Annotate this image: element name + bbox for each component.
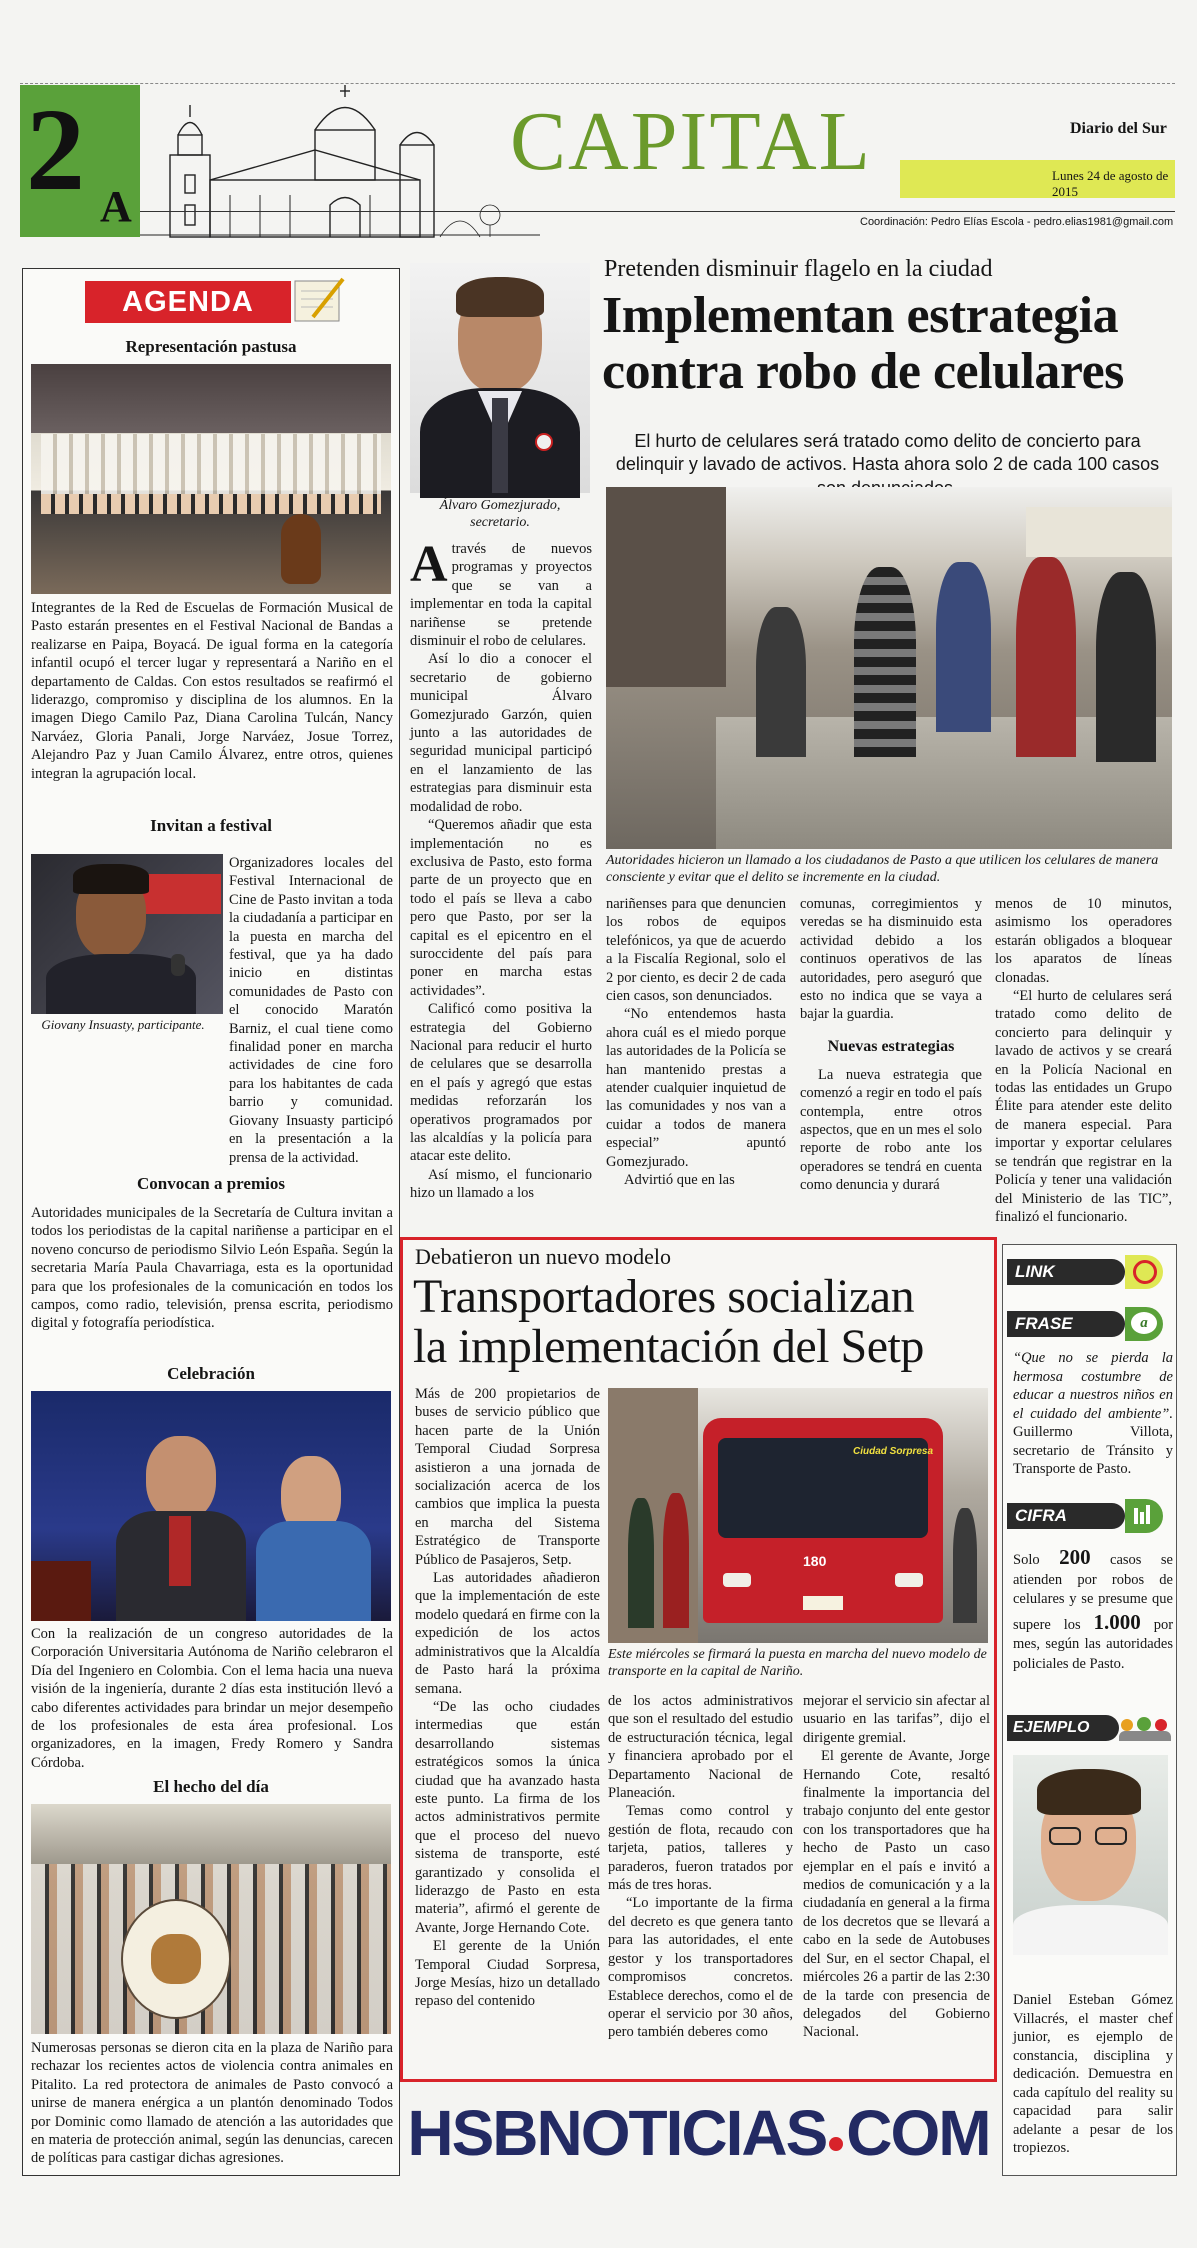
agenda-title-bar <box>85 281 291 323</box>
frase-text <box>1013 1349 1173 1479</box>
giovany-photo <box>31 854 223 1014</box>
agenda-heading-festival: Invitan a festival <box>150 816 272 835</box>
setp-headline: Transportadores socializan la implementación del Setp <box>413 1270 924 1374</box>
agenda-text-celebracion: Con la realización de un congreso autoridades de la Corporación Universitaria Autónoma de Nariño celebraron el Día del Ingeniero en Colombia. Con el lema hacia una nueva visión de la ingeniería, durante 2 días esta institución llevó a cabo diferentes actividades para brindar un mejor desempeño de los profesionales de esta área profesional. Los organizadores, en la imagen, Fredy Romero y Sandra Córdoba. <box>31 1626 393 1771</box>
celebration-photo <box>31 1391 391 1621</box>
band-photo <box>31 364 391 594</box>
agenda-text-hecho: Numerosas personas se dieron cita en la plaza de Nariño para rechazar los recientes actos de violencia contra animales en Pitalito. La red protectora de animales de Pasto convocó a unirse de manera enérgica a un plantón denominado Todos por Dominic como llamado de atención a las autoridades que en materia de protección animal, según las denuncias, carecen de políticas para castigar dichas agresiones. <box>31 2040 393 2167</box>
coordination-line: Coordinación: Pedro Elías Escola - pedro.elias1981@gmail.com <box>860 216 1174 228</box>
ejemplo-label: EJEMPLO <box>1013 1719 1090 1736</box>
agenda-heading-hecho: El hecho del día <box>153 1777 269 1796</box>
cifra-number-2: 1.000 <box>1093 1609 1141 1634</box>
sidebar-box <box>1002 1244 1177 2176</box>
agenda-heading-celebracion: Celebración <box>167 1364 255 1383</box>
section-title: CAPITAL <box>510 95 872 188</box>
ad-dot <box>829 2137 843 2151</box>
street-photo-caption: Autoridades hicieron un llamado a los ciudadanos de Pasto a que utilicen los celulares de manera consciente y evitar que el delito se incremente en la ciudad. <box>606 853 1159 885</box>
frase-label: FRASE <box>1015 1314 1073 1333</box>
newspaper-name: Diario del Sur <box>1070 120 1167 137</box>
giovany-caption: Giovany Insuasty, participante. <box>41 1017 205 1032</box>
frase-author: Guillermo Villota, secretario de Tránsito y Transporte de Pasto. <box>1013 1424 1173 1478</box>
street-photo <box>606 487 1172 849</box>
main-kicker: Pretenden disminuir flagelo en la ciudad <box>604 256 993 282</box>
main-col-2: nariñenses para que denuncien los robos de equipos telefónicos, ya que de acuerdo a la Fiscalía Regional, solo el 2 por ciento, es decir 2 de cada cien casos, son denunciados. “No entendemos hasta ahora cuál es el miedo porque las autoridades de la Policía se han mantenido prestas a atender cualquier inquietud de las comunidades y nos van a cuidar a todos de manera especial” apuntó Gomezjurado. Advirtió que en las <box>606 896 786 1189</box>
main-col1-p1: A través de nuevos programas y proyectos que se van a implementar en toda la capital nariñense se pretende disminuir el robo de celulares. <box>410 536 592 650</box>
main-deck: El hurto de celulares será tratado como delito de concierto para delinquir y lavado de activos. Hasta ahora solo 2 de cada 100 casos <box>615 431 1160 475</box>
bus-photo-caption: Este miércoles se firmará la puesta en marcha del nuevo modelo de transporte en la capital de Nariño. <box>608 1647 987 1679</box>
link-icon <box>1125 1255 1163 1289</box>
quote-icon: a <box>1125 1307 1163 1341</box>
ejemplo-bar <box>1007 1715 1119 1741</box>
cifra-bar <box>1007 1503 1125 1529</box>
portrait-caption: Álvaro Gomezjurado, secretario. <box>439 498 561 530</box>
agenda-text-representacion: Integrantes de la Red de Escuelas de Formación Musical de Pasto estarán presentes en el Festival Nacional de Bandas a realizarse en Paipa, Boyacá. De igual forma en la categoría infantil ocupó el tercer lugar y representará a Nariño en el departamento de Caldas. Con estos resultados se reafirmó el liderazgo, compromiso y disciplina de los alumnos. En la imagen Diego Camilo Paz, Diana Carolina Tulcán, Nancy Narváez, Gloria Panali, Jorge Narváez, Josue Torrez, Alejandro Paz y Juan Camilo Álvarez, entre otros, quienes integran la agrupación local. <box>31 600 393 782</box>
cifra-label: CIFRA <box>1015 1506 1067 1525</box>
link-label: LINK <box>1015 1262 1055 1281</box>
people-icon <box>1119 1715 1171 1741</box>
chart-icon <box>1125 1499 1163 1533</box>
issue-date: Lunes 24 de agosto de 2015 <box>1052 168 1169 199</box>
bus-sign: Ciudad Sorpresa <box>853 1446 934 1457</box>
bus-body <box>703 1418 943 1623</box>
agenda-box <box>22 268 400 2176</box>
bus-photo <box>608 1388 988 1643</box>
main-col-1: A través de nuevos programas y proyectos que se van a implementar en toda la capital nariñense se pretende disminuir el robo de celulares. Así lo dio a conocer el secretario de gobierno municipal Álvaro Gomezjurado Garzón, quien junto a las autoridades de seguridad municipal participó en el lanzamiento de las estrategias para disminuir esta modalidad de robo. “Queremos añadir que esta implementación no es exclusiva de Pasto, esto forma parte de un proyecto que en todo el país se lleva a cabo pero que Pasto, por ser la capital es el epicentro en el suroccidente del país para poner en marcha estas actividades”. Calificó como positiva la estrategia del Gobierno Nacional para reducir el hurto de celulares que se desarrolla en el país y agregó que estas medidas reforzarán los operativos programados por las alcaldías y la policía para atacar este delito. Así mismo, el funcionario hizo un llamado a los <box>410 536 592 1202</box>
main-subhead: Nuevas estrategias <box>827 1037 955 1055</box>
link-bar <box>1007 1259 1125 1285</box>
ejemplo-text: Daniel Esteban Gómez Villacrés, el master chef junior, es ejemplo de constancia, disciplina y dedicación. Demuestra en cada capítulo del reality su capacidad para salir adelante a pesar de los tropiezos. <box>1013 1992 1173 2157</box>
agenda-text-premios: Autoridades municipales de la Secretaría de Cultura invitan a todos los periodistas de la capital nariñense a participar en el noveno concurso de periodismo Silvio León España. Según la secretaria María Paula Chavarriaga, esta es la oportunidad para que los profesionales de la comunicación en todos los campos, como radio, televisión, prensa escrita, periodismo digital y fotografía periodística. <box>31 1205 393 1332</box>
portrait-gomezjurado <box>410 263 590 493</box>
hsb-noticias-ad[interactable] <box>400 2090 997 2176</box>
notebook-icon <box>293 277 349 325</box>
main-col-4: menos de 10 minutos, asimismo los operadores estarán obligados a bloquear los aparatos de líneas clonadas. “El hurto de celulares será tratado como delito de concierto para delinquir y lavado de activos y se creará en la Policía Nacional en todas las entidades un Grupo Élite para atender este delito de manera especial. Para importar y exportar celulares se tendrán que registrar en la Policía y tener una validación del Ministerio de las TIC”, finalizó el funcionario. <box>995 896 1172 1225</box>
agenda-heading-representacion: Representación pastusa <box>125 337 297 356</box>
setp-col-1: Más de 200 propietarios de buses de servicio público que hacen parte de la Unión Temporal Ciudad Sorpresa asistieron a una jornada de socialización acerca de los cambios que implica la puesta en marcha del Sistema Estratégico de Transporte Público de Pasajeros, Setp. Las autoridades añadieron que la implementación de este modelo quedará en firme con la expedición de los actos administrativos que la Alcaldía de Pasto hará la próxima semana. “De las ocho ciudades intermedias que están desarrollando sistemas estratégicos somos la única ciudad que ha avanzado hasta este punto. La firma de los actos administrativos permite que el proceso del nuevo sistema de transporte, esté garantizado y consolida el liderazgo de Pasto en esta materia”, afirmó el gerente de Avante, Jorge Hernando Cote. El gerente de la Unión Temporal Ciudad Sorpresa, Jorge Mesías, hizo un detallado repaso del contenido <box>415 1386 600 2010</box>
main-col-3: comunas, corregimientos y veredas se ha disminuido esta actividad debido a los continuos operativos de las autoridades, pero aseguró que esto no indica que se vaya a bajar la guardia. Nuevas estrategias La nueva estrategia que comenzó a regir en todo el país contempla, entre otros aspectos, que en un mes el solo reporte de robo ante los operadores se tendrá en cuenta como denuncia y durará <box>800 896 982 1194</box>
main-headline: Implementan estrategia contra robo de celulares <box>602 287 1124 401</box>
agenda-text-festival: Organizadores locales del Festival Internacional de Cine de Pasto invitan a toda la ciudadanía a participar en la puesta en marcha del festival, que ya ha dado inicio en distintas comunidades de Pasto con el conocido Maratón Barniz, el cual tiene como finalidad poner en marcha actividades de cine foro para los habitantes de cada barrio y comunidad. Giovany Insuasty participó en la presentación a la prensa de la actividad. <box>229 855 393 1166</box>
com-brand: COM <box>846 2097 990 2169</box>
setp-col-3: mejorar el servicio sin afectar al usuario en las tarifas”, dijo el dirigente gremial. El gerente de Avante, Jorge Hernando Cote, resaltó finalmente la importancia del trabajo conjunto del ente gestor con los transportadores que ha hecho de Pasto un caso ejemplar en el país e invitó a medios de comunicación y a la ciudadanía en general a la firma de los decretos que se llevará a cabo en la sede de Autobuses del Sur, en el sector Chapal, el miércoles 26 a partir de las 2:30 de la tarde con presencia de delegados del Gobierno Nacional. <box>803 1693 990 2041</box>
page-letter: A <box>100 182 132 231</box>
noticias-brand: NOTICIAS <box>536 2097 827 2169</box>
page-number: 2 <box>26 84 85 215</box>
frase-bar <box>1007 1311 1125 1337</box>
bus-number: 180 <box>803 1553 827 1569</box>
page-header <box>20 75 1175 245</box>
hsb-brand: HSB <box>407 2097 537 2169</box>
agenda-heading-premios: Convocan a premios <box>137 1174 285 1193</box>
cifra-number-1: 200 <box>1059 1545 1091 1569</box>
frase-quote: “Que no se pierda la hermosa costumbre de educar a nuestros niños en el cuidado del ambiente”. <box>1013 1350 1173 1422</box>
chef-photo <box>1013 1755 1168 1955</box>
page-number-block <box>20 85 140 237</box>
cifra-text: Solo 200 casos se atienden por robos de celulares y se presume que supere los 1.000 por mes, según las autoridades policiales de Pasto. <box>1013 1545 1174 1672</box>
setp-story-box <box>400 1237 997 2082</box>
setp-col-2: de los actos administrativos que son el resultado del estudio de estructuración técnica, legal y financiera aprobado por el Departamento Nacional de Planeación. Temas como control y gestión de flota, recaudo con tarjeta, patios, talleres y paraderos, fueron tratados por más de tres horas. “Lo importante de la firma del decreto es que genera tanto para las autoridades, el ente gestor y los transportadores compromisos concretos. Establece derechos, como el de operar el servicio por 30 años, pero también deberes como <box>608 1693 793 2041</box>
agenda-title: AGENDA <box>122 286 254 318</box>
cathedral-illustration <box>140 85 540 237</box>
protest-photo <box>31 1804 391 2034</box>
setp-kicker: Debatieron un nuevo modelo <box>415 1244 671 1269</box>
